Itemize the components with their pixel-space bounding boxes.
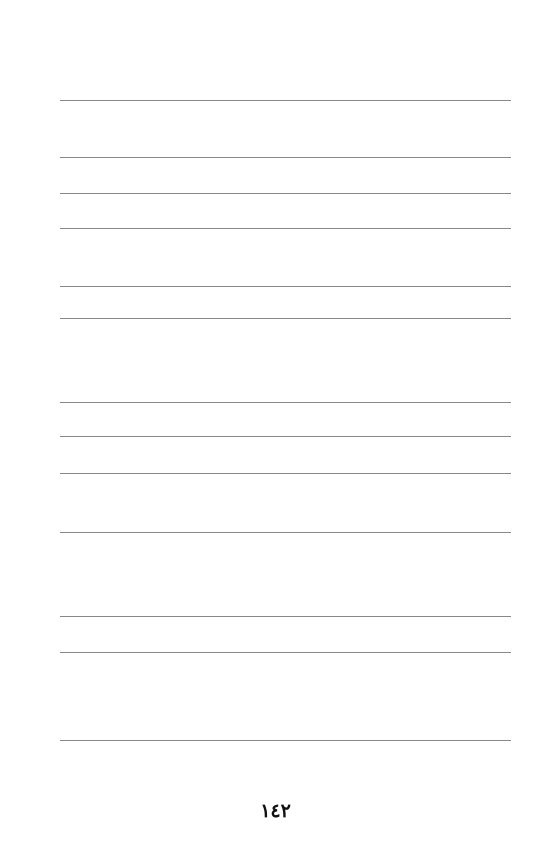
paragraph-divider [60,436,511,437]
paragraph-divider [60,616,511,617]
paragraph-divider [60,286,511,287]
paragraph-divider [60,402,511,403]
paragraph-divider [60,740,511,741]
page-number: ١٤٢ [260,800,291,822]
paragraph-divider [60,193,511,194]
paragraph-divider [60,157,511,158]
paragraph-divider [60,228,511,229]
paragraph-divider [60,532,511,533]
paragraph-divider [60,473,511,474]
paragraph-divider [60,318,511,319]
paragraph-divider [60,100,511,101]
paragraph-divider [60,652,511,653]
